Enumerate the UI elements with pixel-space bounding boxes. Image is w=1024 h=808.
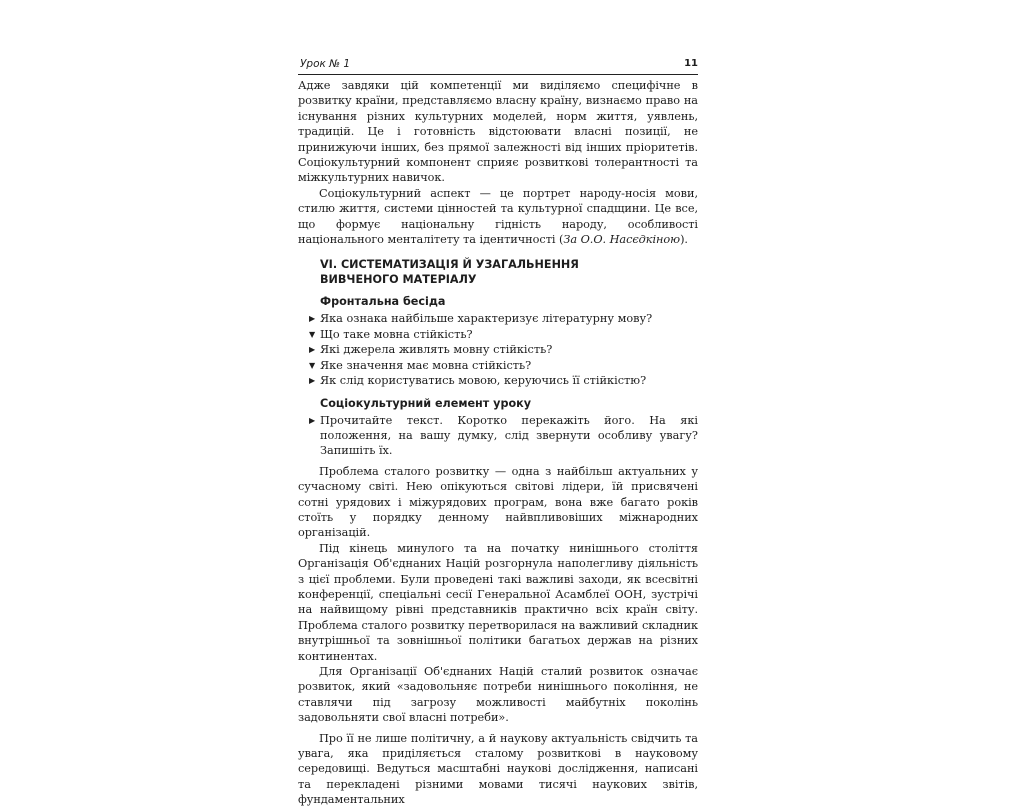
- section-heading: [298, 257, 698, 287]
- question-text: Як слід користуватись мовою, керуючись її стійкістю?: [320, 374, 647, 388]
- text-paragraph: Під кінець минулого та на початку нинішнього століття Організація Об'єднаних Націй розгорнула наполегливу діяльність з цієї проблеми. Були проведені такі важливі заходи, як всесвітні конференції, спеціальні сесії Генеральної Асамблеї ООН, зустрічі на найвищому рівні представників практично всіх країн світу. Проблема сталого розвитку перетворилася на важливий складник внутрішньої та зовнішньої політики багатьох держав на різних континентах.: [298, 541, 698, 663]
- triangle-right-icon: ▶: [309, 314, 316, 324]
- text-paragraph: Для Організації Об'єднаних Націй сталий розвиток означає розвиток, який «задовольняє потреби нинішнього покоління, не ставлячи під загрозу можливості майбутніх поколінь задовольняти свої власні потреби».: [298, 665, 698, 725]
- triangle-right-icon: ▶: [309, 345, 316, 355]
- triangle-down-icon: ▼: [309, 360, 316, 370]
- lesson-title: Урок № 1: [300, 58, 351, 70]
- question-text: Що таке мовна стійкість?: [320, 327, 473, 341]
- intro-paragraph-aspect: [298, 186, 698, 248]
- task-text: Прочитайте текст. Коротко перекажіть його. На які положення, на вашу думку, слід звернути особливу увагу? Запишіть їх.: [320, 413, 698, 458]
- triangle-right-icon: ▶: [309, 376, 316, 386]
- aspect-text: Соціокультурний аспект — це портрет народу-носія мови, стилю життя, системи цінностей та культурної спадщини. Це все, що формує національну гідність народу, особливості національного менталітету та ідентичності (: [298, 186, 698, 247]
- question-item: [298, 373, 698, 388]
- section-heading-line: ВИВЧЕНОГО МАТЕРІАЛУ: [320, 273, 477, 287]
- triangle-right-icon: ▶: [309, 415, 316, 425]
- socio-heading: Соціокультурний елемент уроку: [320, 396, 532, 410]
- question-text: Яка ознака найбільше характеризує літературну мову?: [320, 312, 653, 326]
- aspect-text-end: ).: [680, 233, 688, 247]
- book-page: [298, 56, 698, 808]
- question-item: [298, 311, 698, 326]
- triangle-down-icon: ▼: [309, 329, 316, 339]
- text-paragraph: Про її не лише політичну, а й наукову актуальність свідчить та увага, яка приділяється сталому розвиткові в науковому середовищі. Ведуться масштабні наукові дослідження, написані та перекладені різними мовами тисячі наукових звітів, фундаментальних: [298, 731, 698, 807]
- source-author: За О.О. Насєдкіною: [563, 233, 681, 247]
- intro-paragraph: Адже завдяки цій компетенції ми виділяємо специфічне в розвитку країни, представляємо власну країну, визнаємо право на існування різних культурних моделей, норм життя, уявлень, традицій. Це і готовність відстоювати власні позиції, не принижуючи інших, без прямої залежності від інших пріоритетів. Соціокультурний компонент сприяє розвиткові толерантності та міжкультурних навичок.: [298, 79, 698, 185]
- running-header: [298, 56, 698, 75]
- question-text: Яке значення має мовна стійкість?: [320, 358, 532, 372]
- text-paragraph: Проблема сталого розвитку — одна з найбільш актуальних у сучасному світі. Нею опікуються світові лідери, їй присвячені сотні урядових і міжурядових програм, вона вже багато років стоїть у порядку денному найвпливовіших міжнародних організацій.: [298, 464, 698, 540]
- page-number: 11: [684, 58, 698, 69]
- question-text: Які джерела живлять мовну стійкість?: [320, 343, 553, 357]
- section-heading-line: VI. СИСТЕМАТИЗАЦІЯ Й УЗАГАЛЬНЕННЯ: [320, 258, 579, 272]
- task-item: [298, 413, 698, 459]
- question-item: [298, 342, 698, 357]
- frontal-heading: Фронтальна бесіда: [320, 295, 446, 309]
- question-item: [298, 327, 698, 342]
- question-item: [298, 358, 698, 373]
